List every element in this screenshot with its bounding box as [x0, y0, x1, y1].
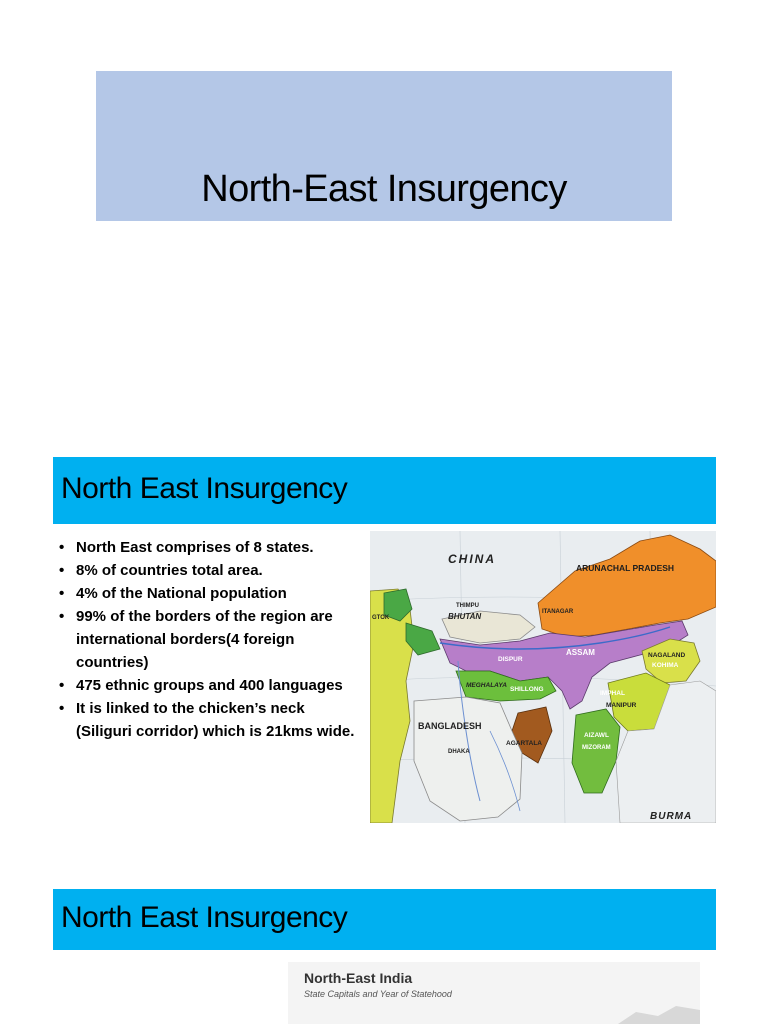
slide-3-heading: North East Insurgency: [61, 901, 348, 934]
map-label-itanagar: ITANAGAR: [542, 609, 574, 615]
north-east-india-map-figure: [288, 962, 700, 1024]
map-label-nagaland: NAGALAND: [648, 652, 686, 659]
map-label-manipur: MANIPUR: [606, 702, 637, 709]
map-figure-title: North-East India: [304, 970, 413, 986]
map-figure-subtitle: State Capitals and Year of Statehood: [304, 989, 452, 999]
map-label-bangladesh: BANGLADESH: [418, 721, 482, 731]
slide-title: North-East Insurgency: [201, 168, 567, 210]
map-figure-graphic: [288, 962, 700, 1024]
slide-2-header: [53, 457, 716, 524]
map-label-shillong: SHILLONG: [510, 686, 544, 693]
map-label-aizawl: AIZAWL: [584, 732, 609, 739]
map-label-arunachal: ARUNACHAL PRADESH: [576, 563, 675, 573]
bullet-item: • 8% of countries total area.: [59, 562, 263, 579]
slide-2-heading: North East Insurgency: [61, 472, 348, 505]
map-label-burma: BURMA: [650, 811, 693, 822]
map-label-meghalaya: MEGHALAYA: [466, 682, 507, 689]
map-label-bhutan: BHUTAN: [448, 612, 482, 621]
bullet-item: • 475 ethnic groups and 400 languages: [59, 677, 343, 694]
bullet-item: • It is linked to the chicken’s neck (Siliguri corridor) which is 21kms wide.: [59, 700, 355, 740]
map-label-china: CHINA: [448, 552, 496, 566]
map-label-gtok: GTOK: [372, 615, 390, 621]
map-label-mizoram: MIZORAM: [582, 745, 611, 751]
slide-3-header: [53, 889, 716, 950]
map-label-assam: ASSAM: [566, 648, 595, 657]
north-east-india-map: [370, 531, 716, 823]
map-label-kohima: KOHIMA: [652, 662, 679, 669]
bullet-item: • 4% of the National population: [59, 585, 287, 602]
map-label-dhaka: DHAKA: [448, 749, 470, 755]
map-label-imphal: IMPHAL: [600, 690, 625, 697]
map-label-thimpu: THIMPU: [456, 603, 479, 609]
map-label-dispur: DISPUR: [498, 656, 523, 663]
bullet-item: • North East comprises of 8 states.: [59, 539, 314, 556]
bullet-list: [57, 536, 362, 743]
bullet-item: • 99% of the borders of the region are international borders(4 foreign countries): [59, 608, 333, 671]
map-label-agartala: AGARTALA: [506, 740, 542, 747]
